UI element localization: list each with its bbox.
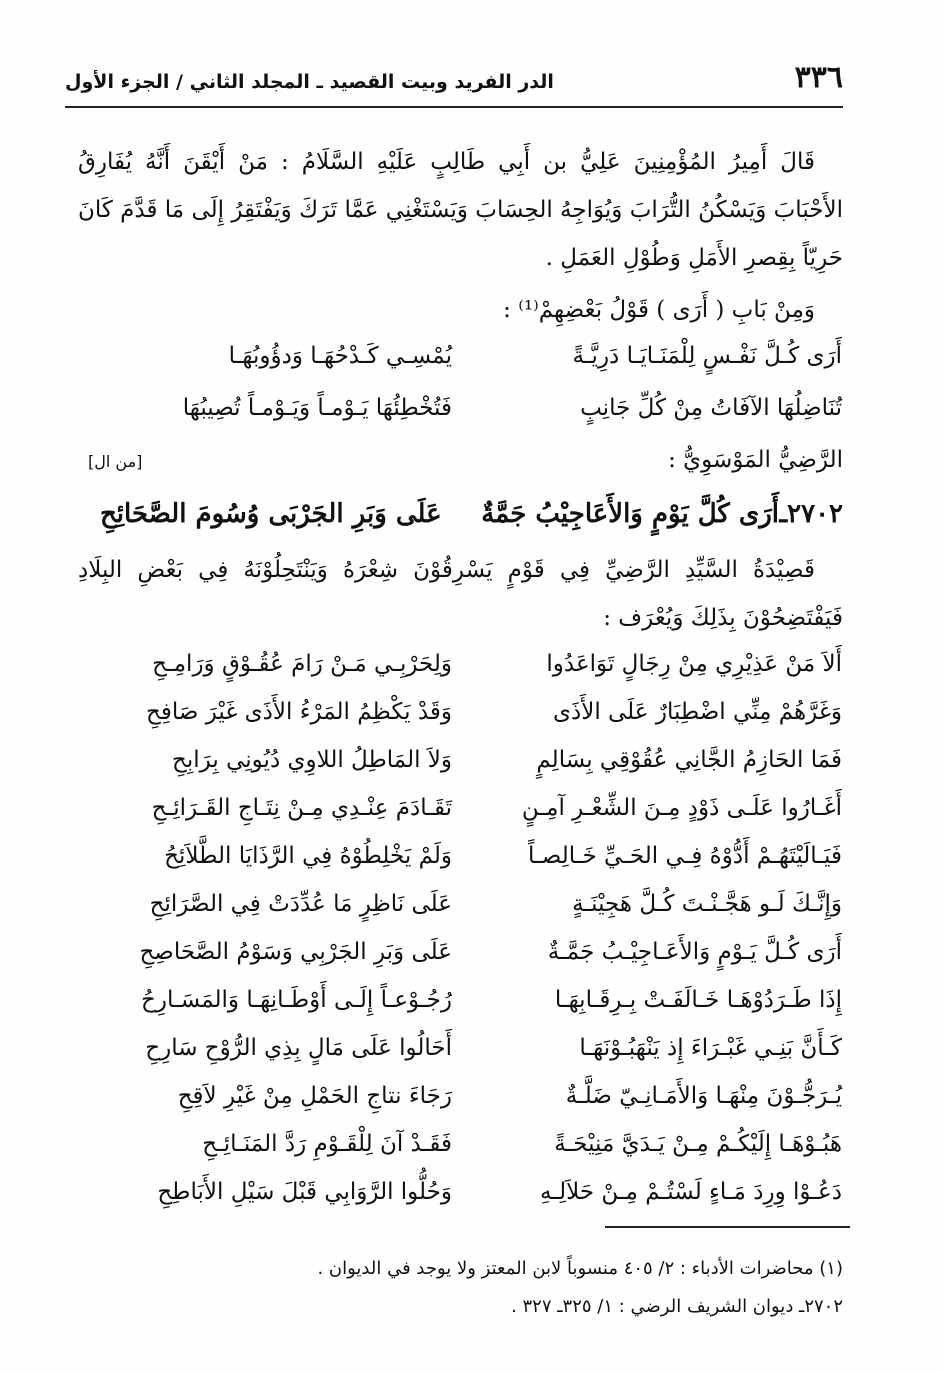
verse-row <box>100 1026 842 1070</box>
title-hemistich-second: عَلَى وَبَرِ الجَرْبَى وُسُومَ الصَّحَائِحِ <box>100 499 442 529</box>
bab-line: وَمِنْ بَابِ ( أَرَى ) قَوْلُ بَعْضِهِمْ⁽¹⁾ : <box>503 297 815 323</box>
hemistich-first: هَبُـوْهَـا إِلَيْكُـمْ مِـنْ يَـدَيَّ مَنِيْحَـةً <box>554 1131 842 1157</box>
page-header <box>65 58 843 108</box>
running-title: الدر الفريد وبيت القصيد ـ المجلد الثاني / الجزء الأول <box>65 71 554 93</box>
verse-row <box>100 1074 842 1118</box>
hemistich-second: تَقَـادَمَ عِنْـدِي مِـنْ نِتَـاجِ القَـرَائِـحِ <box>151 795 452 821</box>
hemistich-second: وَلَمْ يَخْلِطُوْهُ فِي الرَّذَايَا الطَّلاَئِحُ <box>164 843 452 869</box>
verse-row <box>100 978 842 1022</box>
hemistich-second: عَلَى وَبَرِ الجَرْبِي وَسَوْمُ الصَّحَاصِحِ <box>139 939 452 965</box>
verse-row <box>100 834 842 878</box>
hemistich-first: دَعُـوْا وِرِدَ مَـاءٍ لَسْتُـمْ مِـنْ حَلاَلِـهِ <box>540 1179 842 1205</box>
hemistich-second: رَجَاءَ نتاجِ الحَمْلِ مِنْ غَيْرِ لاَقِحِ <box>177 1083 452 1109</box>
hemistich-first: أَلاَ مَنْ عَذِيْرِي مِنْ رِجَالٍ تَوَاعَدُوا <box>546 651 842 677</box>
verse-row <box>100 642 842 686</box>
title-verse <box>100 490 843 538</box>
hemistich-first: أَغَـارُوا عَلَـى ذَوْدٍ مِـنَ الشِّعْـرِ آمِـنٍ <box>521 795 842 821</box>
hemistich-second: فَتُخْطِئُهَا يَـوْمـاً وَيَـوْمـاً تُصِيبُهَا <box>182 395 452 421</box>
hemistich-second: وَقَدْ يَكْظِمُ المَرْءُ الأَذَى غَيْرَ صَافِحِ <box>146 699 452 725</box>
hemistich-first: يُـرَجُّـوْنَ مِنْهَـا وَالأَمَـانِـيّ ضَلَّـةٌ <box>565 1083 842 1109</box>
hemistich-first: إِذَا طَـرَدُوْهَـا خَـالَفَـتْ بِـرِقَـابِهَـا <box>554 987 842 1013</box>
hemistich-first: وَإِنَّـكَ لَـو هَجَّـنْـتَ كُـلَّ هَجِيْنَـةٍ <box>572 891 842 917</box>
hemistich-first: أَرَى كُـلَّ يَـوْمٍ وَالأَعَـاجِيْـبُ جَمَّـةٌ <box>547 939 842 965</box>
verse-row <box>100 930 842 974</box>
verse-row <box>100 786 842 830</box>
hemistich-second: وَلِحَرْبِـي مَـنْ رَامَ عُقُـوْقٍ وَرَامِـحِ <box>152 651 452 677</box>
meter-note: [من ال] <box>88 452 143 471</box>
verse-row <box>100 1122 842 1166</box>
hemistich-first: كَـأَنَّ بَنِـي غَبْـرَاءَ إِذ يَنْهَبُـوْنَهَـا <box>579 1035 842 1061</box>
verse-row <box>100 386 842 430</box>
hemistich-second: فَقَـدْ آنَ لِلْقَـوْمِ رَدَّ المَنَـائِـحِ <box>202 1131 452 1157</box>
hemistich-second: عَلَى نَاظِرٍ مَا عُدِّدَتْ فِي الصَّرَائِحِ <box>149 891 452 917</box>
verse-row <box>100 1170 842 1214</box>
hemistich-second: يُمْسِـي كَـدْحُهَـا وَدؤُوبُهَـا <box>228 343 452 369</box>
hemistich-first: فَيَـالَيْتَهُـمْ أَدُّوْهُ فِـي الحَـيِّ خَـالِصـاً <box>528 843 842 869</box>
page-number: ٣٣٦ <box>794 60 843 95</box>
verse-row <box>100 690 842 734</box>
hemistich-first: فَمَا الحَازِمُ الجَّانِي عُقُوْقِي بِسَالِمٍ <box>536 747 842 773</box>
intro-quote: قَالَ أَمِيرُ المُؤْمِنِينَ عَلِيُّ بن أَبِي طَالِبٍ عَلَيْهِ السَّلَامُ : مَنْ أَيْقَنَ أَنَّهُ يُفَارِقُ الأَحْبَابَ وَيَسْكُنُ التُّرَابَ وَيُوَاجِهُ الحِسَابَ وَيَسْتَغْنِي عَمَّا تَرَكَ وَيَفْتَقِرُ إِلَى مَا قَدَّمَ كَانَ حَرِيّاً بِقِصرِ الأَمَلِ وَطُوْلِ العَمَلِ . <box>78 149 843 271</box>
footnote-divider <box>605 1226 850 1228</box>
qasida-intro: قَصِيْدَةُ السَّيِّدِ الرَّضِيِّ فِي قَوْمٍ يَسْرِقُوْنَ شِعْرَهُ وَيَنْتَحِلُوْنَهُ فِي بَعْضِ البِلَادِ فَيَفْتَضِحُوْنَ بِذَلِكَ وَيُعْرَف : <box>78 557 843 631</box>
hemistich-first: وَغَرَّهُمْ مِنِّي اضْطِبَارٌ عَلَى الأَذَى <box>552 699 842 725</box>
poet-line <box>80 438 843 482</box>
footnote-1: (١) محاضرات الأدباء : ٢/ ٤٠٥ منسوباً لابن المعتز ولا يوجد في الديوان . <box>317 1258 843 1279</box>
hemistich-first: تُنَاضِلُهَا الآفَاتُ مِنْ كُلِّ جَانِبٍ <box>580 395 842 421</box>
footnote-2: ٢٧٠٢ـ ديوان الشريف الرضي : ١/ ٣٢٥ـ ٣٢٧ . <box>511 1296 843 1317</box>
hemistich-second: وَلاَ المَاطِلُ اللاوِي دُيُونِي بِرَابِحِ <box>172 747 452 773</box>
poet-name: الرَّضِيُّ المَوْسَوِيُّ : <box>668 447 843 473</box>
hemistich-second: رُجُـوْعـاً إِلَـى أَوْطَـانِهَـا وَالمَسَـارِحُ <box>141 987 452 1013</box>
verse-row <box>100 738 842 782</box>
title-hemistich-first: أَرَى كُلَّ يَوْمٍ وَالأَعَاجِيْبُ جَمَّةٌ <box>481 499 779 529</box>
hemistich-first: أَرَى كُـلَّ نَفْـسٍ لِلْمَنَـايَـا دَرِيَّـةً <box>572 343 842 369</box>
verse-number: ٢٧٠٢ـ <box>779 499 843 529</box>
hemistich-second: وَحُلُّوا الرَّوَابِي قَبْلَ سَيْلِ الأَبَاطِحِ <box>157 1179 452 1205</box>
verse-row <box>100 882 842 926</box>
verse-row <box>100 334 842 378</box>
hemistich-second: أَحَالُوا عَلَى مَالٍ بِذِي الرُّوْحِ سَارِحِ <box>145 1035 452 1061</box>
